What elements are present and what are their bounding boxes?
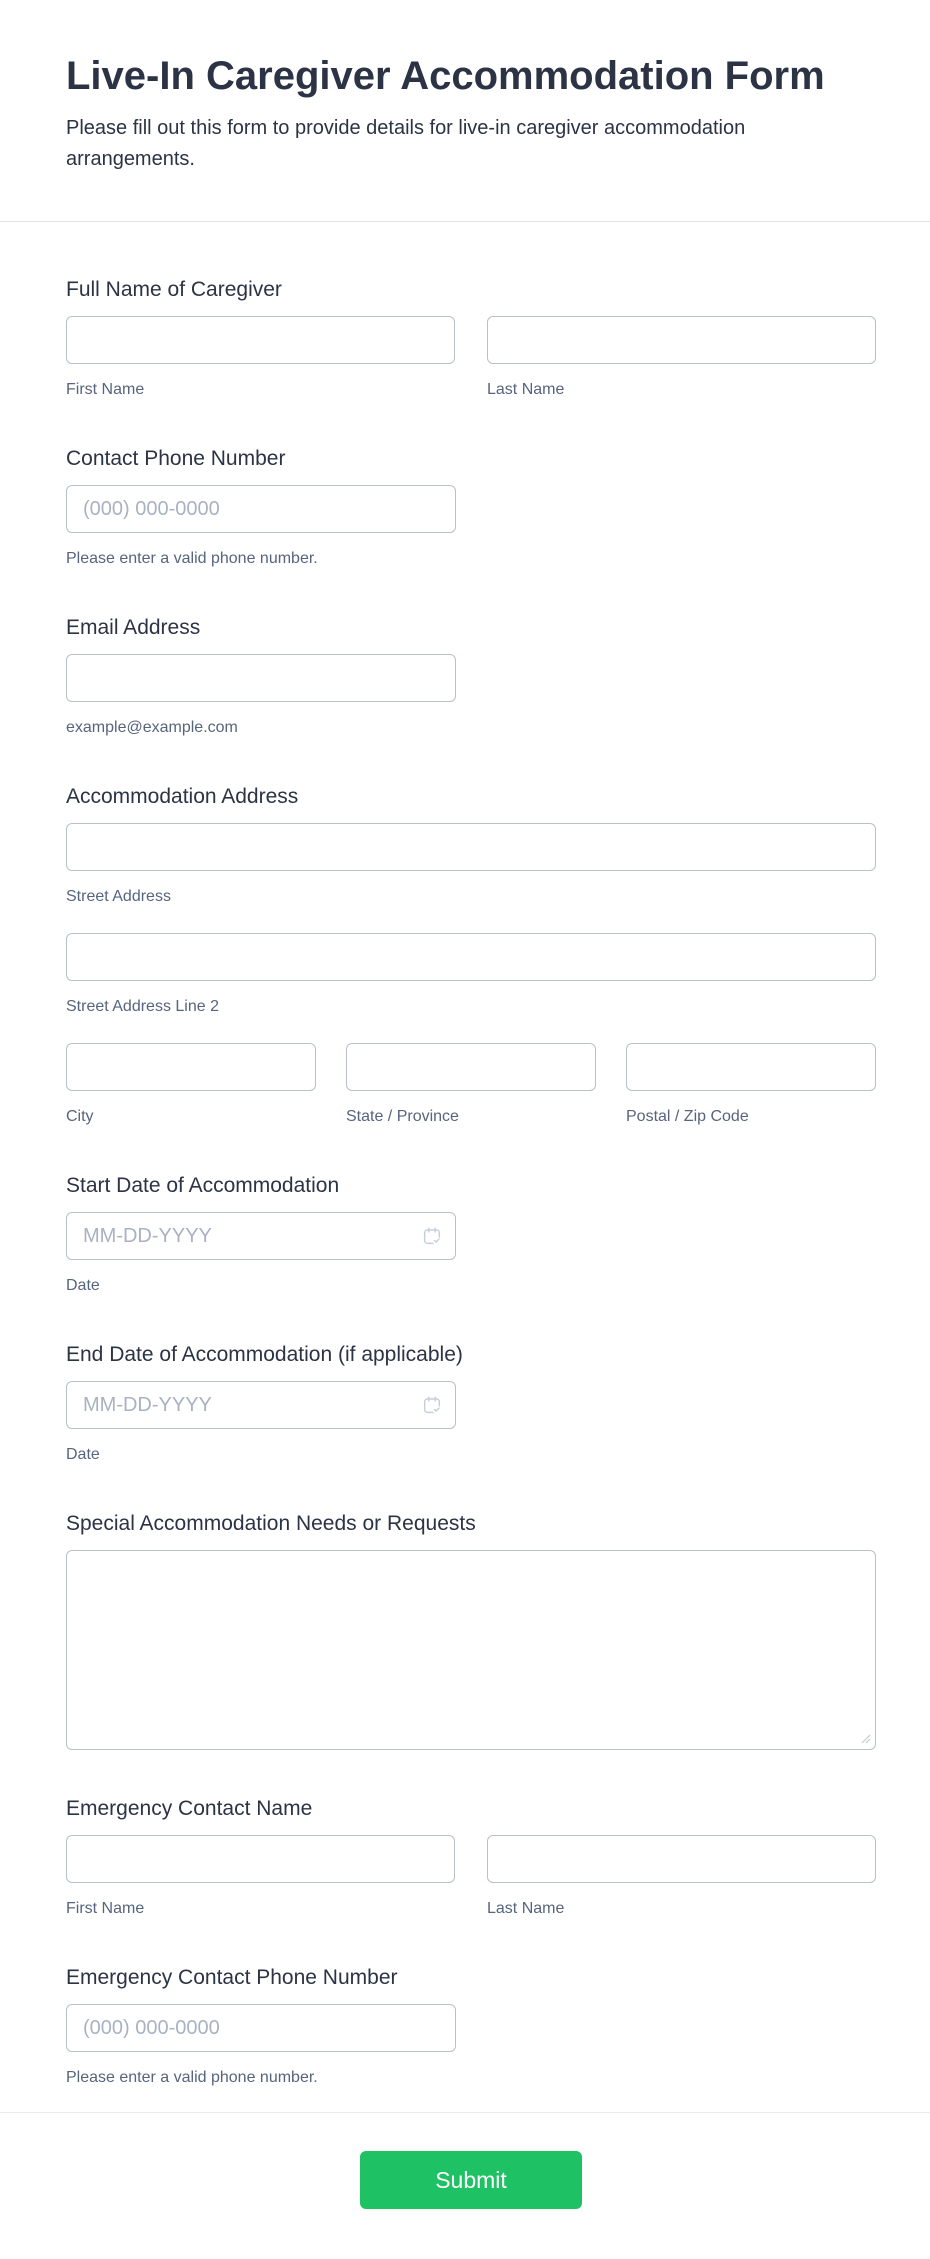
- field-emergency-phone: [66, 1964, 876, 2088]
- submit-button[interactable]: Submit: [360, 2151, 582, 2209]
- email-sublabel: example@example.com: [66, 719, 238, 736]
- last-name-sublabel: Last Name: [487, 381, 565, 398]
- start-date-input[interactable]: [66, 1212, 456, 1260]
- name-row: [66, 316, 876, 400]
- email-input[interactable]: [66, 654, 456, 702]
- emergency-phone-sublabel: Please enter a valid phone number.: [66, 2069, 318, 2086]
- footer-divider: [0, 2112, 930, 2113]
- street-address2-control: [66, 933, 876, 1017]
- emergency-last-name-col: [487, 1835, 876, 1919]
- state-sublabel: State / Province: [346, 1108, 459, 1125]
- contact-phone-input[interactable]: [66, 485, 456, 533]
- emergency-name-label: Emergency Contact Name: [66, 1797, 313, 1820]
- calendar-icon[interactable]: [421, 1394, 443, 1416]
- caregiver-first-name-input[interactable]: [66, 316, 455, 364]
- street-address2-input[interactable]: [66, 933, 876, 981]
- emergency-phone-control: [66, 2004, 876, 2052]
- calendar-icon[interactable]: [421, 1225, 443, 1247]
- page-title: Live-In Caregiver Accommodation Form: [66, 54, 825, 98]
- field-start-date: [66, 1172, 876, 1296]
- first-name-col: [66, 316, 455, 400]
- postal-col: [626, 1043, 876, 1127]
- street-address2-sublabel: Street Address Line 2: [66, 998, 219, 1015]
- field-email: [66, 614, 876, 738]
- form-description-line: arrangements.: [66, 148, 195, 170]
- last-name-col: [487, 316, 876, 400]
- state-col: [346, 1043, 596, 1127]
- emergency-first-name-col: [66, 1835, 455, 1919]
- postal-sublabel: Postal / Zip Code: [626, 1108, 749, 1125]
- postal-input[interactable]: [626, 1043, 876, 1091]
- end-date-input[interactable]: [66, 1381, 456, 1429]
- caregiver-last-name-input[interactable]: [487, 316, 876, 364]
- resize-handle-icon[interactable]: [859, 1732, 871, 1744]
- form-body: [66, 276, 876, 2088]
- field-contact-phone: [66, 445, 876, 569]
- start-date-control: [66, 1212, 456, 1260]
- start-date-label: Start Date of Accommodation: [66, 1174, 340, 1197]
- first-name-sublabel: First Name: [66, 381, 145, 398]
- contact-phone-sublabel: Please enter a valid phone number.: [66, 550, 318, 567]
- caregiver-name-label: Full Name of Caregiver: [66, 278, 282, 301]
- emergency-first-name-input[interactable]: [66, 1835, 455, 1883]
- city-state-zip-row: [66, 1043, 876, 1127]
- field-special-needs: [66, 1510, 876, 1750]
- special-needs-control: [66, 1550, 876, 1750]
- form-description-line: Please fill out this form to provide details for live-in caregiver accommodation: [66, 117, 746, 139]
- form-header: [0, 0, 930, 175]
- state-input[interactable]: [346, 1043, 596, 1091]
- emergency-last-name-sublabel: Last Name: [487, 1900, 565, 1917]
- form-description: [66, 113, 864, 175]
- special-needs-label: Special Accommodation Needs or Requests: [66, 1512, 476, 1535]
- city-sublabel: City: [66, 1108, 94, 1125]
- city-input[interactable]: [66, 1043, 316, 1091]
- street-address-control: [66, 823, 876, 907]
- start-date-sublabel: Date: [66, 1277, 100, 1294]
- city-col: [66, 1043, 316, 1127]
- submit-row: [66, 2151, 876, 2259]
- end-date-label: End Date of Accommodation (if applicable): [66, 1343, 463, 1366]
- field-end-date: [66, 1341, 876, 1465]
- emergency-name-row: [66, 1835, 876, 1919]
- emergency-first-name-sublabel: First Name: [66, 1900, 145, 1917]
- special-needs-textarea[interactable]: [66, 1550, 876, 1750]
- end-date-sublabel: Date: [66, 1446, 100, 1463]
- end-date-control: [66, 1381, 456, 1429]
- field-address: [66, 783, 876, 1127]
- emergency-last-name-input[interactable]: [487, 1835, 876, 1883]
- email-control: [66, 654, 876, 702]
- emergency-phone-label: Emergency Contact Phone Number: [66, 1966, 398, 1989]
- emergency-phone-input[interactable]: [66, 2004, 456, 2052]
- street-address-sublabel: Street Address: [66, 888, 171, 905]
- contact-phone-control: [66, 485, 876, 533]
- street-address-input[interactable]: [66, 823, 876, 871]
- contact-phone-label: Contact Phone Number: [66, 447, 286, 470]
- field-emergency-name: [66, 1795, 876, 1919]
- email-label: Email Address: [66, 616, 201, 639]
- address-label: Accommodation Address: [66, 785, 299, 808]
- field-caregiver-name: [66, 276, 876, 400]
- header-divider: [0, 221, 930, 222]
